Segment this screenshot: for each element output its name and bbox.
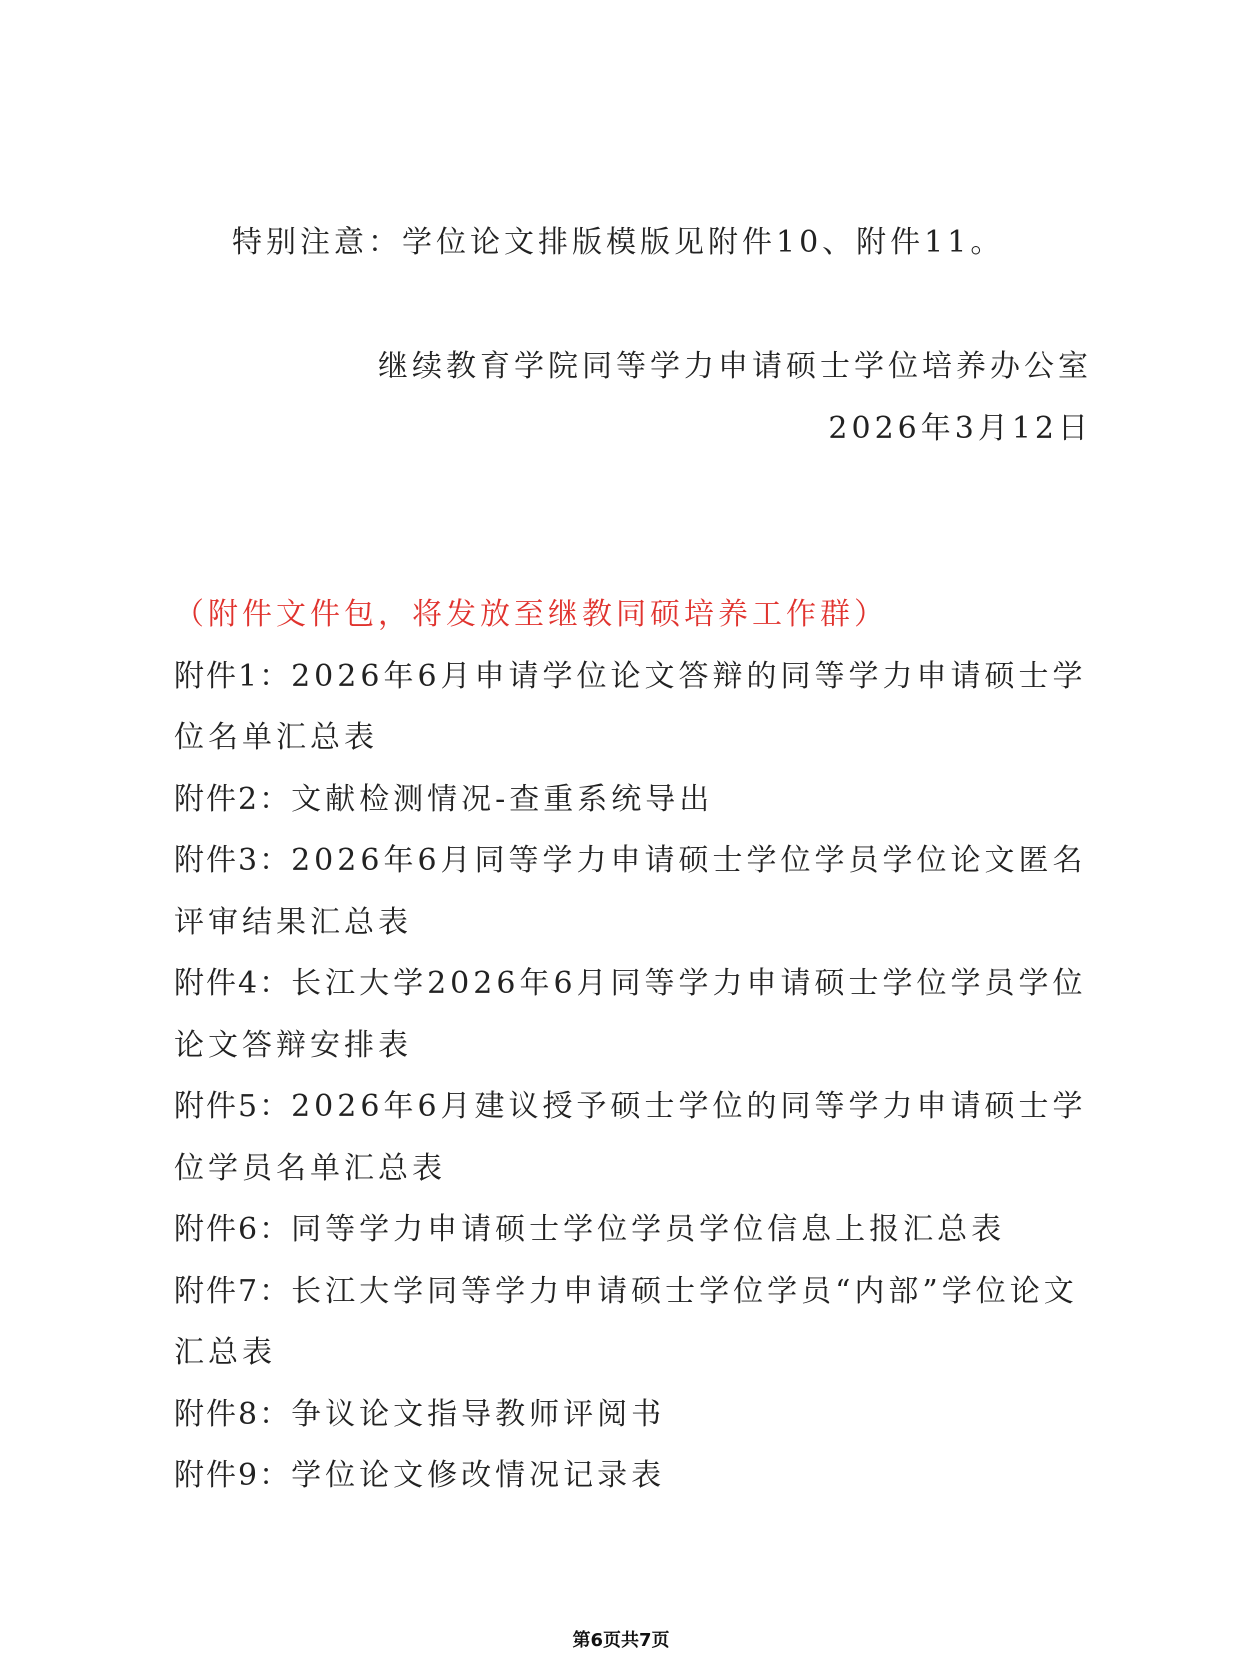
attachment-item bbox=[174, 1445, 1094, 1507]
signature-date: 2026年3月12日 bbox=[828, 411, 1092, 446]
attachments-section bbox=[174, 584, 1094, 1507]
attachment-item bbox=[174, 953, 1094, 1076]
attachment-label: 附件4： bbox=[174, 966, 292, 1001]
attachment-text: 长江大学同等学力申请硕士学位学员“内部”学位论文汇总表 bbox=[174, 1273, 1078, 1370]
attachment-item bbox=[174, 1384, 1094, 1446]
attachment-item bbox=[174, 1199, 1094, 1261]
attachment-item bbox=[174, 1261, 1094, 1384]
special-notice: 特别注意：学位论文排版模版见附件10、附件11。 bbox=[232, 225, 1005, 260]
signature-block bbox=[378, 336, 1092, 460]
attachment-item bbox=[174, 830, 1094, 953]
attachment-label: 附件3： bbox=[174, 843, 292, 878]
attachments-header: （附件文件包，将发放至继教同硕培养工作群） bbox=[174, 597, 888, 632]
attachment-text: 2026年6月建议授予硕士学位的同等学力申请硕士学位学员名单汇总表 bbox=[174, 1089, 1087, 1186]
attachment-label: 附件7： bbox=[174, 1273, 292, 1309]
attachment-text: 文献检测情况-查重系统导出 bbox=[291, 781, 714, 817]
attachment-text: 2026年6月申请学位论文答辩的同等学力申请硕士学位名单汇总表 bbox=[174, 658, 1087, 755]
attachment-text: 学位论文修改情况记录表 bbox=[291, 1458, 666, 1493]
attachment-text: 2026年6月同等学力申请硕士学位学员学位论文匿名评审结果汇总表 bbox=[174, 843, 1087, 940]
page-footer: 第6页共7页 bbox=[572, 1630, 670, 1651]
attachment-item bbox=[174, 646, 1094, 769]
attachment-item bbox=[174, 769, 1094, 831]
attachment-label: 附件5： bbox=[174, 1089, 292, 1124]
attachment-label: 附件8： bbox=[174, 1396, 292, 1432]
attachment-item bbox=[174, 1076, 1094, 1199]
signature-office: 继续教育学院同等学力申请硕士学位培养办公室 bbox=[378, 349, 1092, 384]
attachment-label: 附件9： bbox=[174, 1458, 292, 1493]
attachment-text: 争议论文指导教师评阅书 bbox=[291, 1396, 666, 1432]
attachment-label: 附件1： bbox=[174, 658, 292, 694]
attachment-text: 长江大学2026年6月同等学力申请硕士学位学员学位论文答辩安排表 bbox=[174, 966, 1087, 1063]
attachment-label: 附件2： bbox=[174, 781, 292, 817]
attachment-text: 同等学力申请硕士学位学员学位信息上报汇总表 bbox=[291, 1212, 1006, 1247]
attachment-label: 附件6： bbox=[174, 1212, 292, 1247]
